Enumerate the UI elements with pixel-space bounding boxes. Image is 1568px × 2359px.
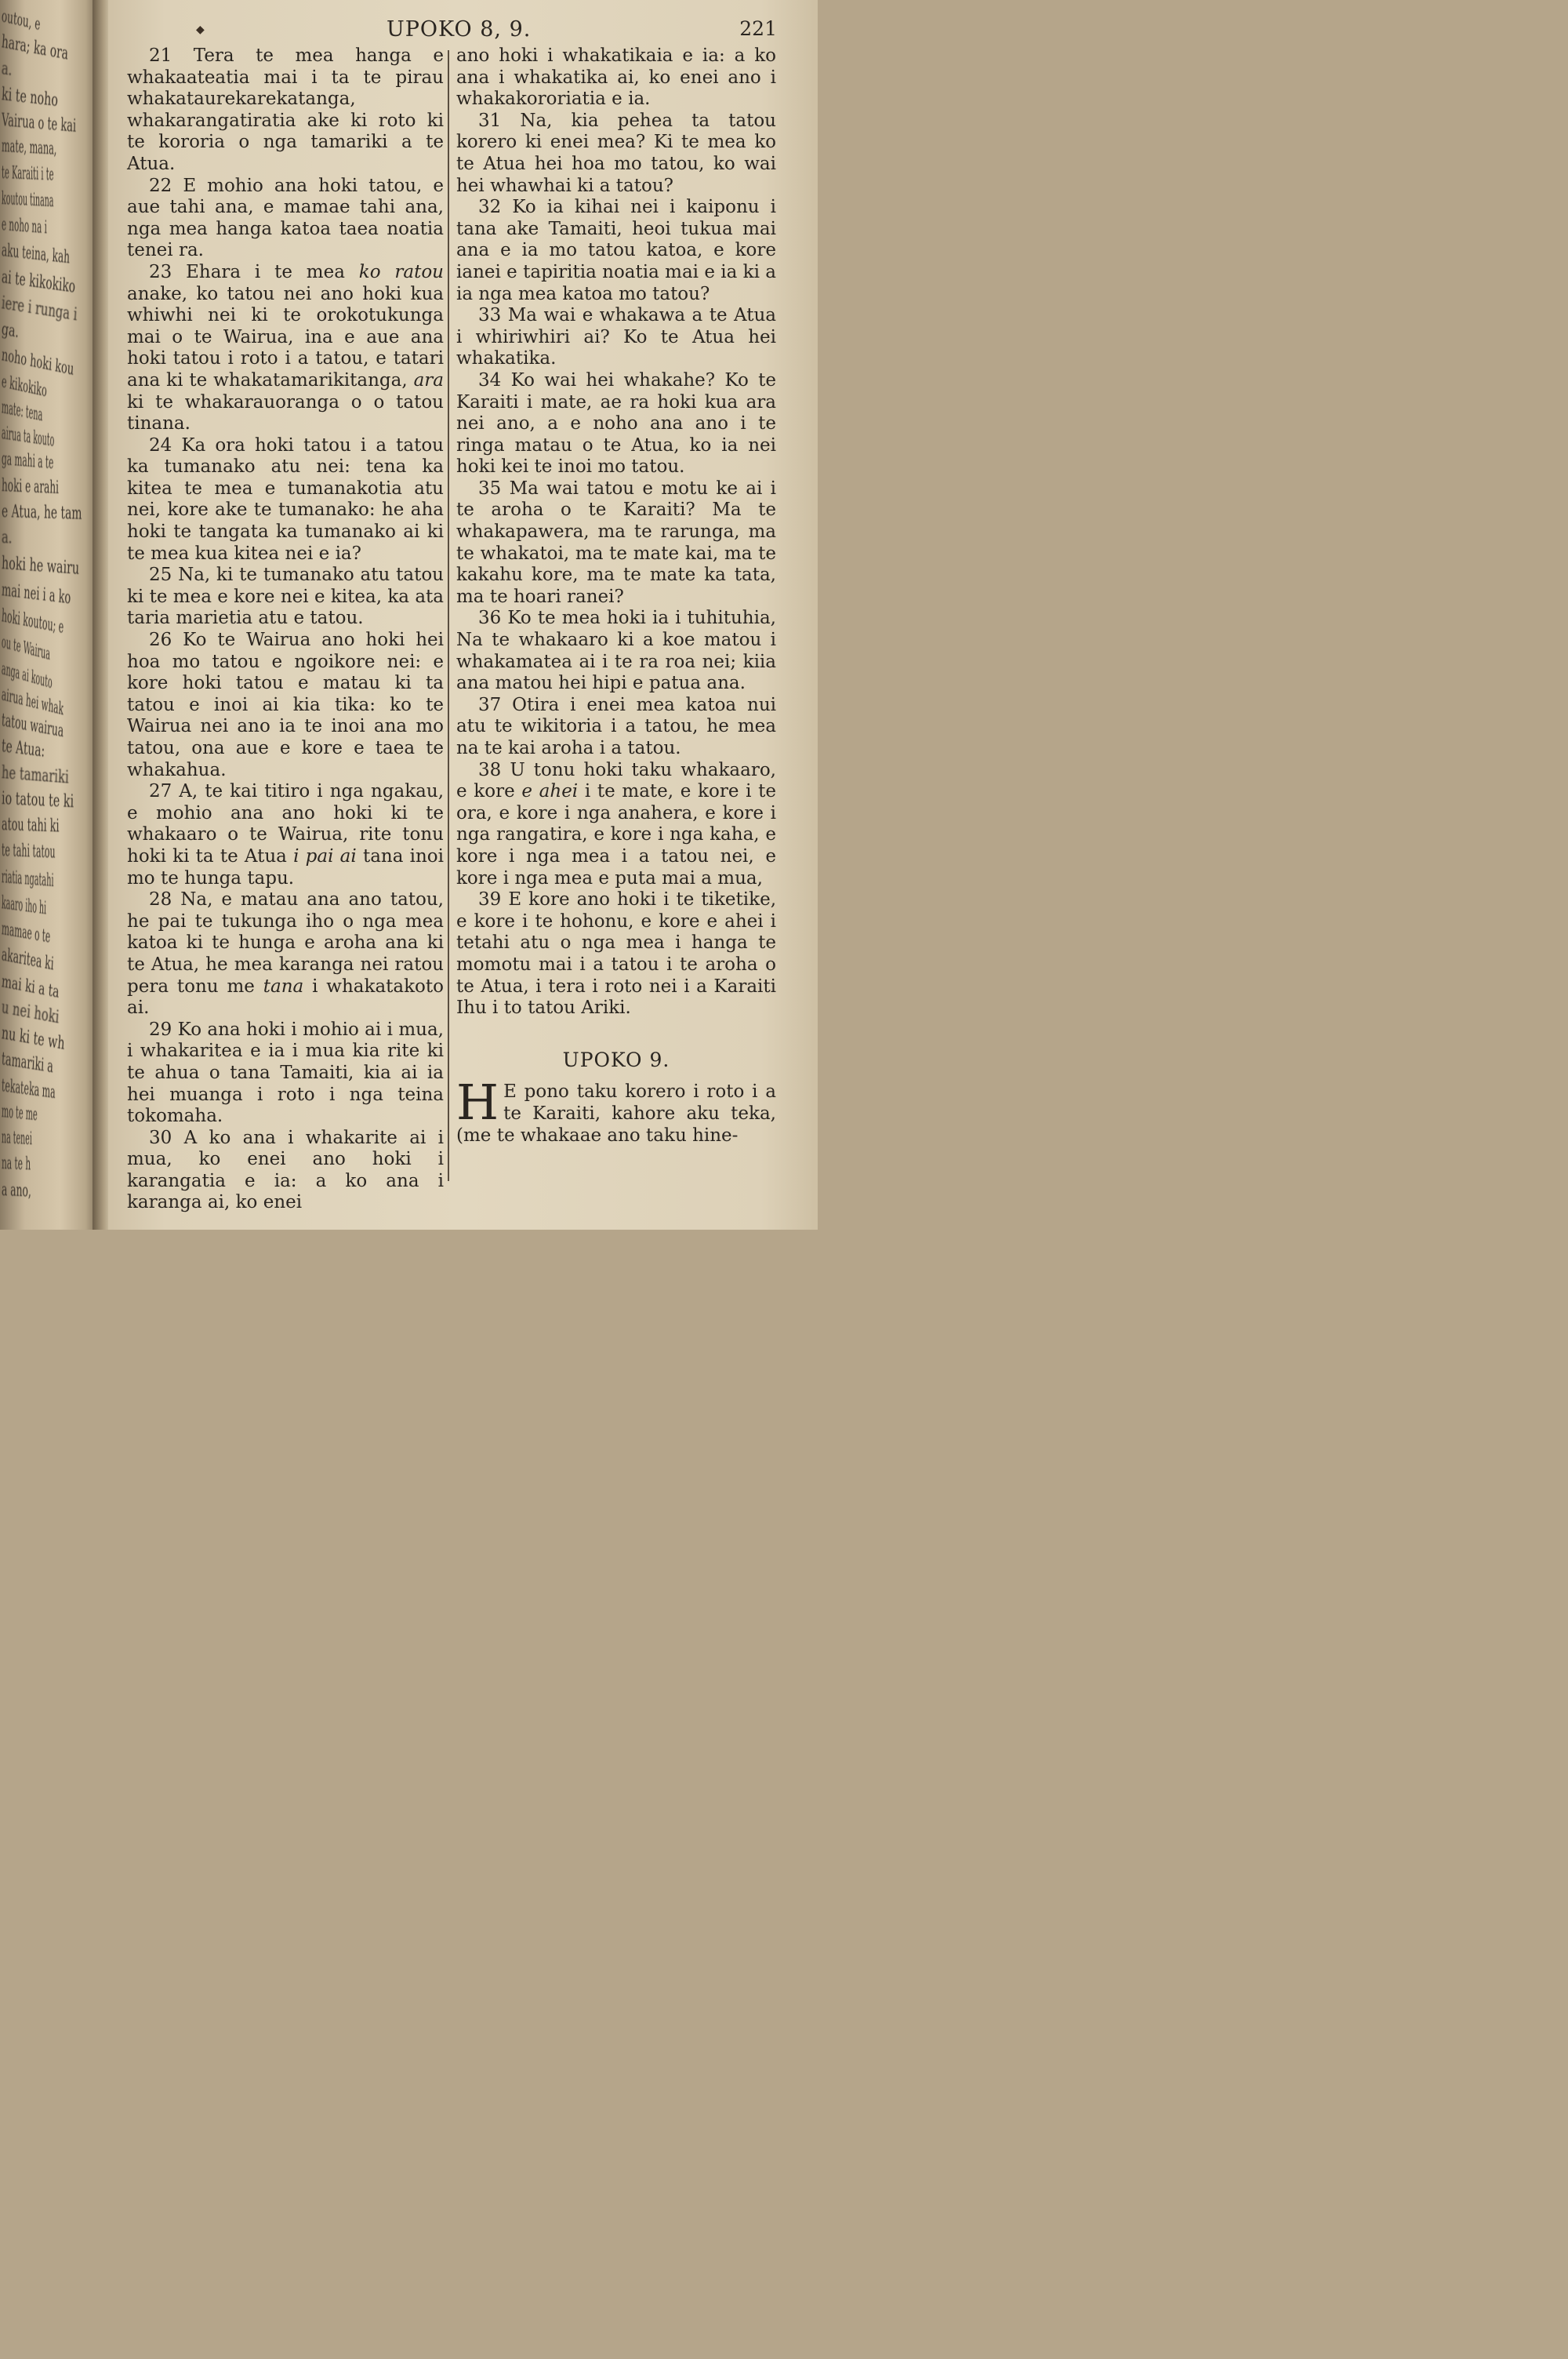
left-page-fragment: ai te kikokiko [1,267,76,297]
left-page-fragment: na te h [1,1154,31,1175]
verse-31: 31 Na, kia pehea ta tatou korero ki enei mea? Ki te mea ko te Atua hei hoa mo tatou, ko wai hei whawhai ki a tatou? [456,110,776,196]
left-page-fragment: mate, mana, [1,136,57,160]
left-page-fragment: ou te Wairua [1,632,51,665]
left-page-fragment: mo te me [1,1101,38,1125]
left-page-fragment: atou tahi ki [1,815,60,837]
italic-text: ko ratou [358,261,444,282]
left-page-fragment: te Karaiti i te [1,162,54,185]
chapter-9-verse-1: H E pono taku korero i roto i a te Karaiti, kahore aku teka, (me te whakaae ano taku hine- [456,1074,776,1146]
italic-text: ara [413,369,444,391]
left-page-fragment: a. [1,58,13,80]
left-page-fragment: tekateka ma [1,1075,56,1103]
verse-29: 29 Ko ana hoki i mohio ai i mua, i whakaritea e ia i mua kia rite ki te ahua o tana Tamaiti, kia ai ia hei muanga i roto i nga teina tokomaha. [127,1019,444,1127]
drop-cap: H [456,1074,499,1132]
italic-text: tana [263,976,304,997]
verse-39: 39 E kore ano hoki i te tiketike, e kore i te hohonu, e kore e ahei i tetahi atu o nga mea i hanga te momotu mai i a tatou i te aroha o te Atua, i tera i roto nei i a Karaiti Ihu i to tatou Ariki. [456,889,776,1019]
verse-35: 35 Ma wai tatou e motu ke ai i te aroha o te Karaiti? Ma te whakapawera, ma te rarunga, ma te whakatoi, ma te mate kai, ma te kakahu kore, ma te mate ka tata, ma te hoari ranei? [456,478,776,607]
left-page-fragment: e noho na i [1,215,48,238]
left-page-fragment: iere i runga i [1,293,78,325]
verse-34: 34 Ko wai hei whakahe? Ko te Karaiti i mate, ae ra hoki kua ara nei ano, a e noho ana ano i te ringa matau o te Atua, ko ia nei hoki kei te inoi mo tatou. [456,369,776,478]
verse-25: 25 Na, ki te tumanako atu tatou ki te mea e kore nei e kitea, ka ata taria marietia atu e tatou. [127,565,444,629]
left-page-fragment: noho hoki kou [1,345,75,380]
left-page-fragment: anga ai kouto [1,658,53,692]
ornament-icon: ◆ [196,24,205,36]
verse-37: 37 Otira i enei mea katoa nui atu te wikitoria i a tatou, he mea na te kai aroha i a tatou. [456,694,776,758]
left-page-fragment: akaritea ki [1,945,55,975]
left-page-fragment: te tahi tatou [1,841,56,863]
left-page-fragment: a. [1,528,13,548]
left-page-fragment: tamariki a [1,1049,54,1078]
left-column [127,45,444,1214]
verse-38: 38 U tonu hoki taku whakaaro, e kore e ahei i te mate, e kore i te ora, e kore i nga anahera, e kore i nga rangatira, e kore i nga kaha, e kore i nga mea i a tatou nei, e kore i nga mea e puta mai a mua, [456,759,777,889]
verse-27: 27 A, te kai titiro i nga ngakau, e mohio ana ano hoki ki te whakaaro o te Wairua, rite tonu hoki ki ta te Atua i pai ai tana inoi mo te hunga tapu. [127,781,445,889]
verse-30: 30 A ko ana i whakarite ai i mua, ko enei ano hoki i karangatia e ia: a ko ana i karanga ai, ko enei [127,1127,444,1213]
left-page-fragment: riatia ngatahi [1,867,54,891]
italic-text: i pai ai [293,845,357,867]
left-page-fragment: ga. [1,319,20,343]
left-page-fragment: Vairua o te kai [1,111,77,136]
page-header [108,17,818,44]
left-page-fragment: io tatou te ki [1,788,74,812]
verse-22: 22 E mohio ana hoki tatou, e aue tahi ana, e mamae tahi ana, nga mea hanga katoa taea noatia tenei ra. [127,175,444,261]
running-title: UPOKO 8, 9. [387,17,532,42]
left-page-fragment: e kikokiko [1,371,48,402]
chapter-heading: UPOKO 9. [562,1048,670,1071]
right-page [108,0,818,1230]
left-page-fragment: ki te noho [1,84,59,111]
right-column [456,45,776,1147]
left-page-fragment: e Atua, he tam [1,501,82,524]
left-page-fragment: mamae o te [1,919,51,947]
left-page-fragment: outou, e [1,6,42,35]
verse-21: 21 Tera te mea hanga e whakaateatia mai i ta te pirau whakataurekarekatanga, whakarangatiratia ake ki roto ki te kororia o nga tamariki a te Atua. [127,45,444,174]
book-gutter [93,0,110,1230]
page-number: 221 [739,17,777,40]
left-page-fragment: hara; ka ora [1,32,69,64]
verse-28: 28 Na, e matau ana ano tatou, he pai te tukunga iho o nga mea katoa ki te hunga e aroha ana ki te Atua, he mea karanga nei ratou pera tonu me tana i whakatakoto ai. [127,889,444,1019]
left-page-fragment: hoki he wairu [1,554,80,580]
left-page-fragment: airua hei whak [1,684,64,720]
left-page-fragment: mate: tena [1,397,43,426]
left-page-fragment: u nei hoki [0,997,60,1028]
column-divider [448,50,449,1181]
verse-32: 32 Ko ia kihai nei i kaiponu i tana ake Tamaiti, heoi tukua mai ana e ia mo tatou katoa, e kore ianei e tapiritia noatia mai e ia ki a ia nga mea katoa mo tatou? [456,197,776,304]
verse-24: 24 Ka ora hoki tatou i a tatou ka tumanako atu nei: tena ka kitea te mea e tumanakotia atu nei, kore ake te tumanako: he aha hoki te tangata ka tumanako ai ki te mea kua kitea nei e ia? [127,434,444,564]
italic-text: e ahei [521,781,579,802]
left-page-fragment: he tamariki [1,762,70,788]
left-page-fragment: airua ta kouto [1,423,55,451]
left-page-fragment: koutou tinana [1,188,54,212]
left-page-fragment: mai nei i a ko [1,580,71,609]
verse-36: 36 Ko te mea hoki ia i tuhituhia, Na te whakaaro ki a koe matou i whakamatea ai i te ra roa nei; kiia ana matou hei hipi e patua ana. [456,608,776,694]
left-page-fragment: nu ki te wh [1,1023,66,1054]
left-page-fragment: aku teina, kah [1,241,71,268]
verse-30-continued: ano hoki i whakatikaia e ia: a ko ana i whakatika ai, ko enei ano i whakakororiatia e ia. [456,45,776,110]
left-page-fragment: te Atua: [1,736,45,762]
verse-33: 33 Ma wai e whakawa a te Atua i whiriwhiri ai? Ko te Atua hei whakatika. [456,305,776,369]
verse-26: 26 Ko te Wairua ano hoki hei hoa mo tatou e ngoikore nei: e kore hoki tatou e matau ki ta tatou e inoi ai kia tika: ko te Wairua nei ano ia te inoi ana mo tatou, ona aue e kore e taea te whakahua. [127,630,444,780]
left-page-fragment: kaaro iho hi [1,892,47,919]
left-page-fragment: hoki koutou; e [1,606,64,638]
left-page-fragment: hoki e arahi [1,475,60,498]
left-facing-page [0,0,100,1230]
left-page-fragment: ga mahi a te [1,449,54,474]
left-page-fragment: na tenei [1,1128,32,1150]
left-page-fragment: a ano, [1,1180,32,1201]
left-page-fragment: tatou wairua [1,711,64,742]
left-page-fragment: mai ki a ta [1,971,60,1002]
verse-23: 23 Ehara i te mea ko ratou anake, ko tatou nei ano hoki kua whiwhi nei ki te orokotukunga mai o te Wairua, ina e aue ana hoki tatou i roto i a tatou, e tatari ana ki te whakatamarikitanga, ara ki te whakarauoranga o o tatou tinana. [127,261,444,434]
